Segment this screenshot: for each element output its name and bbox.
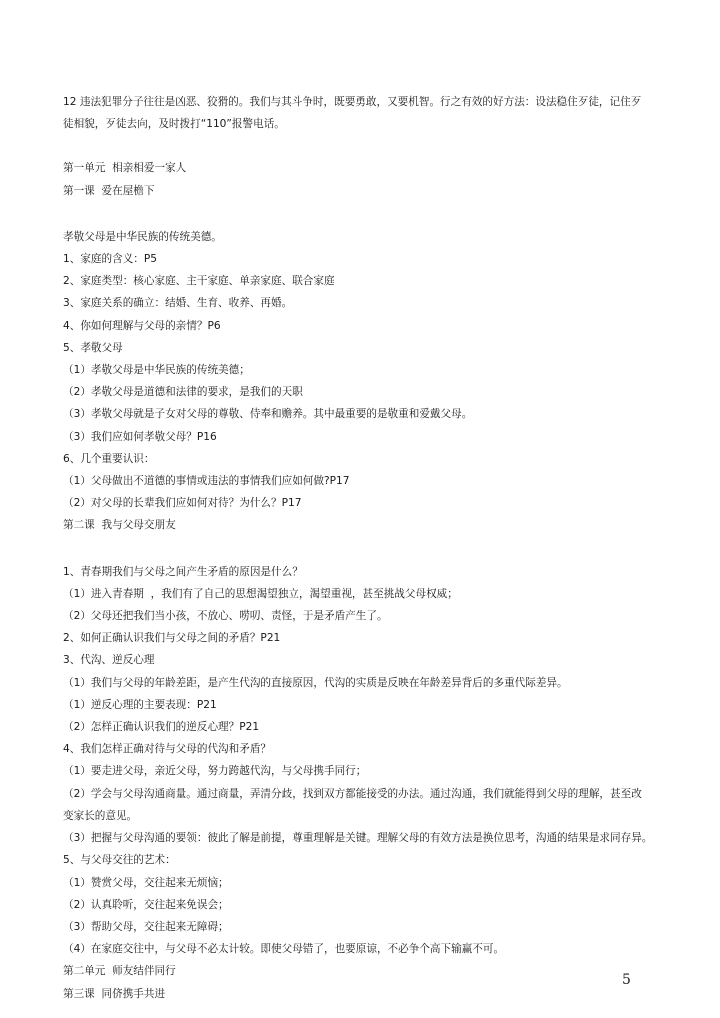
- text-line: 1、家庭的含义：P5: [63, 253, 158, 266]
- text-line: （3）帮助父母，交往起来无障碍；: [63, 920, 229, 933]
- intro-line: 12 违法犯罪分子往往是凶恶、狡猾的。我们与其斗争时，既要勇敢，又要机智。行之有效的好方法：设法稳住歹徒，记住歹: [63, 96, 642, 108]
- text-line: （2）孝敬父母是道德和法律的要求，是我们的天职: [63, 386, 303, 399]
- spacer: [63, 135, 663, 157]
- text-line: 4、我们怎样正确对待与父母的代沟和矛盾？: [63, 743, 272, 756]
- text-line: （2）对父母的长辈我们应如何对待？为什么？P17: [63, 497, 302, 510]
- document-body: [63, 91, 663, 1005]
- text-line: 5、与父母交往的艺术：: [63, 854, 176, 867]
- text-line: 3、家庭关系的确立：结婚、生育、收养、再婚。: [63, 297, 293, 310]
- text-line: 1、青春期我们与父母之间产生矛盾的原因是什么？: [63, 565, 303, 578]
- text-line: （1）逆反心理的主要表现：P21: [63, 698, 217, 711]
- text-line: 5、孝敬父母: [63, 341, 123, 354]
- spacer: [63, 202, 663, 226]
- text-line: （1）要走进父母，亲近父母，努力跨越代沟，与父母携手同行；: [63, 765, 367, 778]
- text-line: （4）在家庭交往中，与父母不必太计较。即使父母错了，也要原谅，不必争个高下输赢不可。: [63, 943, 505, 956]
- text-line: 2、如何正确认识我们与父母之间的矛盾？P21: [63, 632, 281, 645]
- text-line: （2）怎样正确认识我们的逆反心理？P21: [63, 721, 260, 734]
- text-line: 孝敬父母是中华民族的传统美德。: [63, 230, 222, 243]
- text-line: （2）父母还把我们当小孩，不放心、唠叨、责怪，于是矛盾产生了。: [63, 610, 388, 623]
- text-line: （3）我们应如何孝敬父母？P16: [63, 430, 217, 443]
- text-line: （2）认真聆听，交往起来免误会；: [63, 898, 229, 911]
- lesson-title: 第二课 我与父母交朋友: [63, 519, 176, 532]
- text-line: （1）我们与父母的年龄差距，是产生代沟的直接原因，代沟的实质是反映在年龄差异背后的多重代际差异。: [63, 676, 568, 689]
- lesson-title: 第一课 爱在屋檐下: [63, 184, 155, 197]
- text-line: 4、你如何理解与父母的亲情？P6: [63, 319, 221, 332]
- text-line: （1）赞赏父母，交往起来无烦恼；: [63, 876, 229, 889]
- unit-title: 第一单元 相亲相爱一家人: [63, 162, 187, 175]
- text-line: 3、代沟、逆反心理: [63, 654, 155, 667]
- text-line: 6、几个重要认识：: [63, 452, 155, 465]
- text-line: （1）孝敬父母是中华民族的传统美德；: [63, 364, 250, 377]
- text-line: （2）学会与父母沟通商量。通过商量，弄清分歧，找到双方都能接受的办法。通过沟通，我们就能得到父母的理解，甚至改: [63, 787, 642, 800]
- text-line: （3）孝敬父母就是子女对父母的尊敬、侍奉和赡养。其中最重要的是敬重和爱戴父母。: [63, 408, 473, 421]
- text-line: 2、家庭类型：核心家庭、主干家庭、单亲家庭、联合家庭: [63, 275, 335, 288]
- unit-title: 第二单元 师友结伴同行: [63, 965, 176, 978]
- page-number: 5: [622, 972, 631, 988]
- text-line: （1）父母做出不道德的事情或违法的事情我们应如何做?P17: [63, 475, 350, 488]
- spacer: [63, 537, 663, 561]
- intro-line: 徒相貌，歹徒去向，及时拨打“110”报警电话。: [63, 118, 285, 131]
- lesson-title: 第三课 同侪携手共进: [63, 987, 166, 1000]
- text-line: （1）进入青春期 ，我们有了自己的思想渴望独立，渴望重视，甚至挑战父母权威；: [63, 587, 458, 600]
- text-line: 变家长的意见。: [63, 809, 138, 822]
- text-line: （3）把握与父母沟通的要领：彼此了解是前提，尊重理解是关键。理解父母的有效方法是换位思考，沟通的结果是求同存异。: [63, 832, 653, 845]
